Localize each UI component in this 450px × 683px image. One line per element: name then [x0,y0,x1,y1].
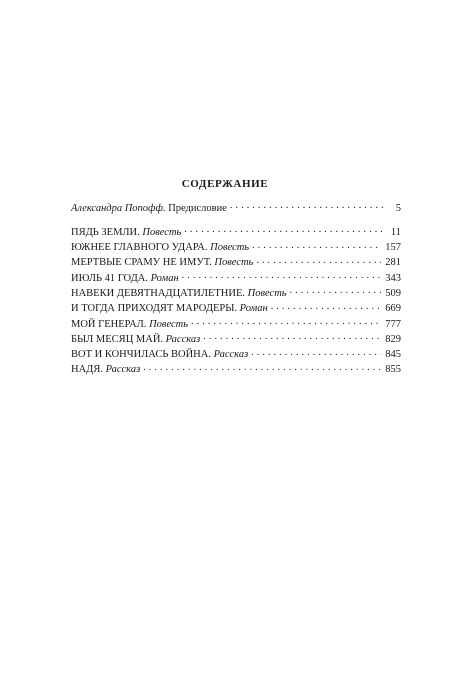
entry-text [71,271,182,286]
entry-title: НАДЯ. [71,364,103,376]
toc-entry-preface [71,200,401,215]
entry-genre: Рассказ [165,333,201,345]
entry-text [71,225,184,240]
page-number: 157 [385,242,401,254]
entry-genre: Повесть [149,318,188,330]
entry-title: ИЮЛЬ 41 ГОДА. [71,272,148,284]
dot-leader [143,362,381,373]
page-number: 509 [385,287,401,299]
page-number: 855 [385,364,401,376]
entry-title: МОЙ ГЕНЕРАЛ. [71,318,147,330]
entry-text [71,347,251,362]
entry-genre: Повесть [247,287,287,299]
entry-genre: Рассказ [105,364,141,376]
toc-entry [71,316,401,331]
dot-leader [182,270,382,281]
preface-author: Александра Попофф. [71,202,166,214]
entry-text [71,255,256,270]
entry-genre: Повесть [142,226,182,238]
toc-entry [71,285,401,300]
entry-text [71,317,191,332]
entry-genre: Повесть [214,257,254,269]
toc-entry [71,301,401,316]
page-number: 281 [385,257,401,269]
toc-entry [71,270,401,285]
entry-title: НАВЕКИ ДЕВЯТНАДЦАТИЛЕТНИЕ. [71,287,245,299]
entry-title: МЕРТВЫЕ СРАМУ НЕ ИМУТ. [71,257,212,269]
entry-title: БЫЛ МЕСЯЦ МАЙ. [71,333,164,345]
entry-title: ПЯДЬ ЗЕМЛИ. [71,226,140,238]
toc-entry [71,224,401,239]
dot-leader [271,301,382,312]
preface-title: Предисловие [168,202,227,214]
page-number: 343 [385,272,401,284]
entry-text [71,201,230,216]
entry-text [71,240,252,255]
dot-leader [184,224,383,235]
entry-text [71,362,143,377]
dot-leader [230,200,383,211]
entry-title: ЮЖНЕЕ ГЛАВНОГО УДАРА. [71,242,208,254]
entry-text [71,301,271,316]
entry-genre: Роман [239,303,268,315]
toc-entry [71,240,401,255]
page-number: 11 [390,226,401,238]
entry-title: И ТОГДА ПРИХОДЯТ МАРОДЕРЫ. [71,303,238,315]
toc-heading: СОДЕРЖАНИЕ [181,178,269,190]
page-number: 777 [385,318,401,330]
dot-leader [290,285,382,296]
table-of-contents [71,200,401,377]
dot-leader [252,240,381,251]
entry-genre: Повесть [210,242,250,254]
toc-entry [71,331,401,346]
page-number: 669 [385,303,401,315]
entry-genre: Роман [150,272,179,284]
dot-leader [256,255,381,266]
dot-leader [203,331,381,342]
entry-genre: Рассказ [213,349,249,361]
toc-entry [71,362,401,377]
dot-leader [251,347,381,358]
entry-title: ВОТ И КОНЧИЛАСЬ ВОЙНА. [71,349,211,361]
page-number: 5 [395,202,401,214]
entry-text [71,286,290,301]
dot-leader [191,316,381,327]
toc-entry [71,347,401,362]
toc-entry [71,255,401,270]
entry-text [71,332,203,347]
page-number: 829 [385,333,401,345]
page-number: 845 [385,349,401,361]
